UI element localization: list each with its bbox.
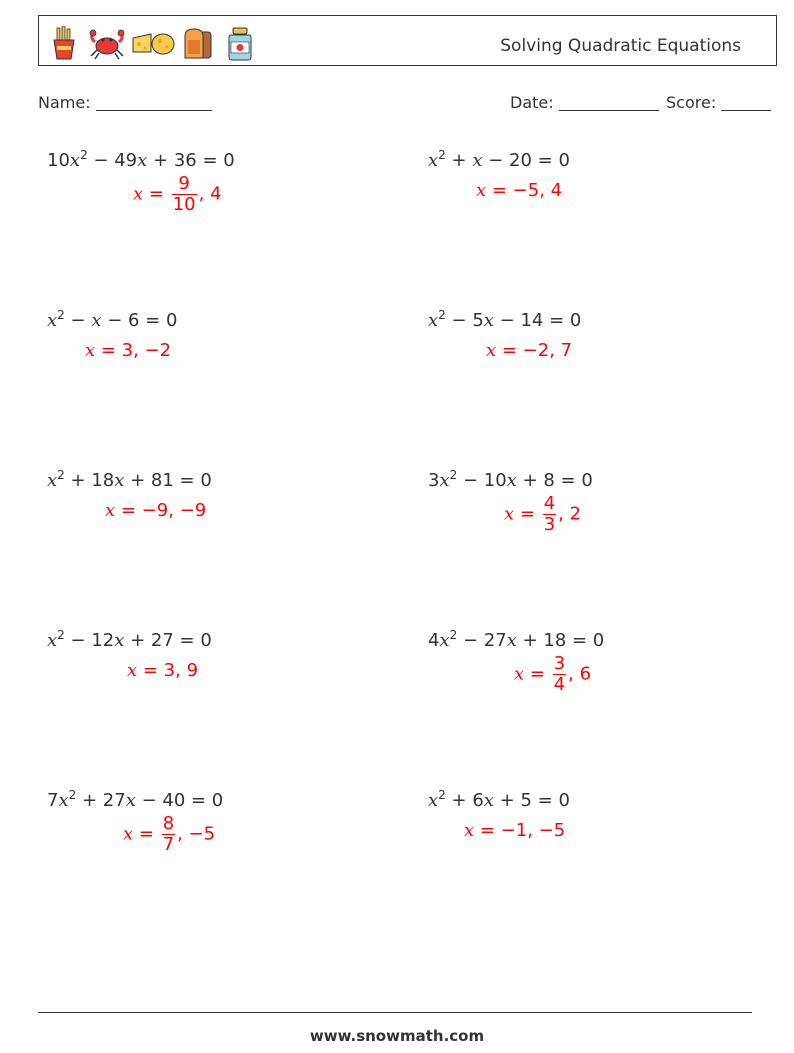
problem-answer: x = $\frac{9}{10}$ , 4 [133, 173, 222, 215]
date-field[interactable] [510, 93, 659, 112]
problem-equation: $x^2 + x - 20 = 0$ [428, 148, 570, 171]
problem-answer: x = −5, 4 [476, 180, 563, 201]
problem-equation: $x^2 - 5x - 14 = 0$ [428, 308, 582, 331]
problem-equation: $x^2 + 18x + 81 = 0$ [47, 468, 212, 491]
problem-answer: x = 3, −2 [85, 340, 172, 361]
problem-answer: x = −1, −5 [464, 820, 566, 841]
worksheet-header [38, 15, 777, 66]
problem-answer: x = $\frac{4}{3}$ , 2 [504, 493, 582, 535]
score-blank[interactable] [721, 94, 771, 111]
name-field[interactable] [38, 93, 212, 112]
problem-equation: $x^2 + 6x + 5 = 0$ [428, 788, 570, 811]
name-blank[interactable] [96, 94, 212, 111]
score-label: Score: [666, 93, 717, 112]
problem-equation: $4x^2 - 27x + 18 = 0$ [428, 628, 605, 651]
problem-equation: $7x^2 + 27x - 40 = 0$ [47, 788, 224, 811]
problem-answer: x = 3, 9 [127, 660, 199, 681]
date-label: Date: [510, 93, 554, 112]
footer-divider [38, 1012, 752, 1013]
problem-answer: x = $\frac{8}{7}$ , −5 [123, 813, 216, 855]
problem-answer: x = $\frac{3}{4}$ , 6 [514, 653, 592, 695]
problem-answer: x = −2, 7 [486, 340, 573, 361]
footer-website: www.snowmath.com [309, 1027, 485, 1045]
worksheet-title: Solving Quadratic Equations [500, 36, 741, 56]
problem-answer: x = −9, −9 [105, 500, 207, 521]
problem-equation: $3x^2 - 10x + 8 = 0$ [428, 468, 593, 491]
problem-equation: $x^2 - x - 6 = 0$ [47, 308, 178, 331]
score-field[interactable] [666, 93, 771, 112]
problem-equation: $x^2 - 12x + 27 = 0$ [47, 628, 212, 651]
name-label: Name: [38, 93, 91, 112]
date-blank[interactable] [559, 94, 659, 111]
problem-equation: $10x^2 - 49x + 36 = 0$ [47, 148, 235, 171]
